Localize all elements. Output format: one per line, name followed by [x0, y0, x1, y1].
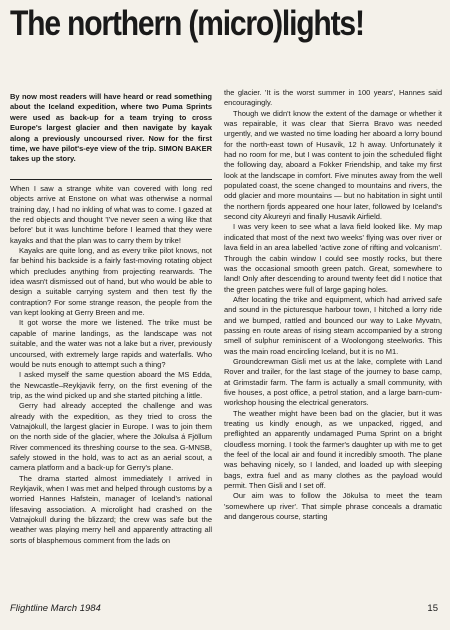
body-column-right — [224, 88, 442, 522]
paragraph: It got worse the more we listened. The trike must be capable of marine landings, as the landscape was not suitable, and the water was not a lake but a river, previously uncoursed, with extremely large rapids and waterfalls. Who would be nuts enough to attempt such a thing? — [10, 318, 212, 369]
body-column-left — [10, 184, 212, 546]
paragraph: Groundcrewman Gisli met us at the lake, complete with Land Rover and trailer, for the last stage of the journey to base camp, at Grimstadir farm. The farm is actually a small community, with five houses, a post office, a petrol station, and a large barn-cum-workshop housing the electrical generators. — [224, 356, 442, 408]
footer-publication: Flightline March 1984 — [10, 603, 101, 614]
intro-standfirst: By now most readers will have heard or read something about the Iceland expedition, where two Puma Sprints were used as back-up for a team trying to cross Europe's largest glacier and then navigate by kayak along a previously uncoursed river. Now for the first time, we have pilot's-eye view of the trip. SIMON BAKER takes up the story. — [10, 92, 212, 164]
paragraph: Our aim was to follow the Jökulsa to meet the team 'somewhere up river'. That simple phrase conceals a dramatic and dangerous course, starting — [224, 491, 442, 522]
paragraph: The drama started almost immediately I arrived in Reykjavik, when I was met and helped through customs by a worried Hannes Hafstein, manager of Iceland's national lifesaving association. A microlight had crashed on the Vatnajokull during the blizzard; the crew was safe but the weather was playing merry hell and apparently attracting all sorts of blasphemous comment from the lads on — [10, 473, 212, 545]
paragraph: Gerry had already accepted the challenge and was already with the expedition, as they tried to cross the Vatnajökull, the largest glacier in Europe. I was to join them on the north side of the glacier, where the Jökulsa á Fjöllum River commenced its threshing course to the sea. G-MNSB, safely stowed in the hold, was to act as an aerial scout, a camera platform and a back-up for Gerry's plane. — [10, 401, 212, 473]
paragraph: Kayaks are quite long, and as every trike pilot knows, not far behind his backside is a fairly fast-moving rotating object which precludes anything from projecting rearwards. The idea wasn't dismissed out of hand, but who would be able to design a suitable carrying system and then test fly the contraption? For some strange reason, the people from the van kept looking at Gerry Breen and me. — [10, 246, 212, 318]
paragraph: I was very keen to see what a lava field looked like. My map indicated that most of the next two weeks' flying was over river or lava field in an area labelled 'active zone of rifting and volcanism'. Through the cabin window I could see mostly rocks, but there was the occasional smooth green patch. Great, somewhere to land! Only after descending to around twenty feet did I notice that the green patches were full of large gaping holes. — [224, 222, 442, 294]
divider — [10, 179, 212, 180]
paragraph: I asked myself the same question aboard the MS Edda, the Newcastle–Reykjavik ferry, on the first evening of the trip, as the wind picked up and she started pitching a little. — [10, 370, 212, 400]
paragraph: the glacier. 'It is the worst summer in 100 years', Hannes said encouragingly. — [224, 88, 442, 108]
paragraph: The weather might have been bad on the glacier, but it was treating us kindly enough, as we unpacked, rigged, and preflighted an apparently undamaged Puma Sprint on a bright cloudless morning. I took the farmer's daughter up with me to get the feel of the local air and found it incredibly smooth. The plane was behaving nicely, so I landed, and loaded up with sleeping bags, extra fuel and as many clothes as the payload would permit. Then Gisli and I set off. — [224, 408, 442, 491]
paragraph: After locating the trike and equipment, which had arrived safe and sound in the picturesque harbour town, I hitched a lorry ride and we bumped, rattled and bounced our way to Lake Myvatn, passing en route areas of rising steam accompanied by a strong smell of sulphur reminiscent of a Woolongong steelworks. This was the main road encircling Iceland, but it is no M1. — [224, 294, 442, 356]
article-title: The northern (micro)lights! — [10, 4, 364, 43]
page-number: 15 — [427, 603, 438, 614]
paragraph: Though we didn't know the extent of the damage or whether it was repairable, it was clear that Sierra Bravo was needed urgently, and we wasted no time loading her aboard a lorry bound for the north-east town of Husavik, 12 h away. Unfortunately it had no room for me, but I was content to join the scheduled flight the following day, aboard a Fokker Friendship, and take my first look at the landscape in comfort. Five minutes away from the well populated coast, the scene changed to mountains and rivers, the odd glacier and more mountains — but no habitation in sight until the northern fjords appeared one hour later, followed by Iceland's second city Akureyri and finally Husavik Airfield. — [224, 108, 442, 222]
paragraph: When I saw a strange white van covered with long red objects arrive at Enstone on what was otherwise a normal training day, I had no inkling of what was to come. I gazed at the red objects and thought 'I've never seen a wing like that before' but it was lunchtime before I learned that they were kayaks and that the plan was to carry them by trike! — [10, 184, 212, 245]
